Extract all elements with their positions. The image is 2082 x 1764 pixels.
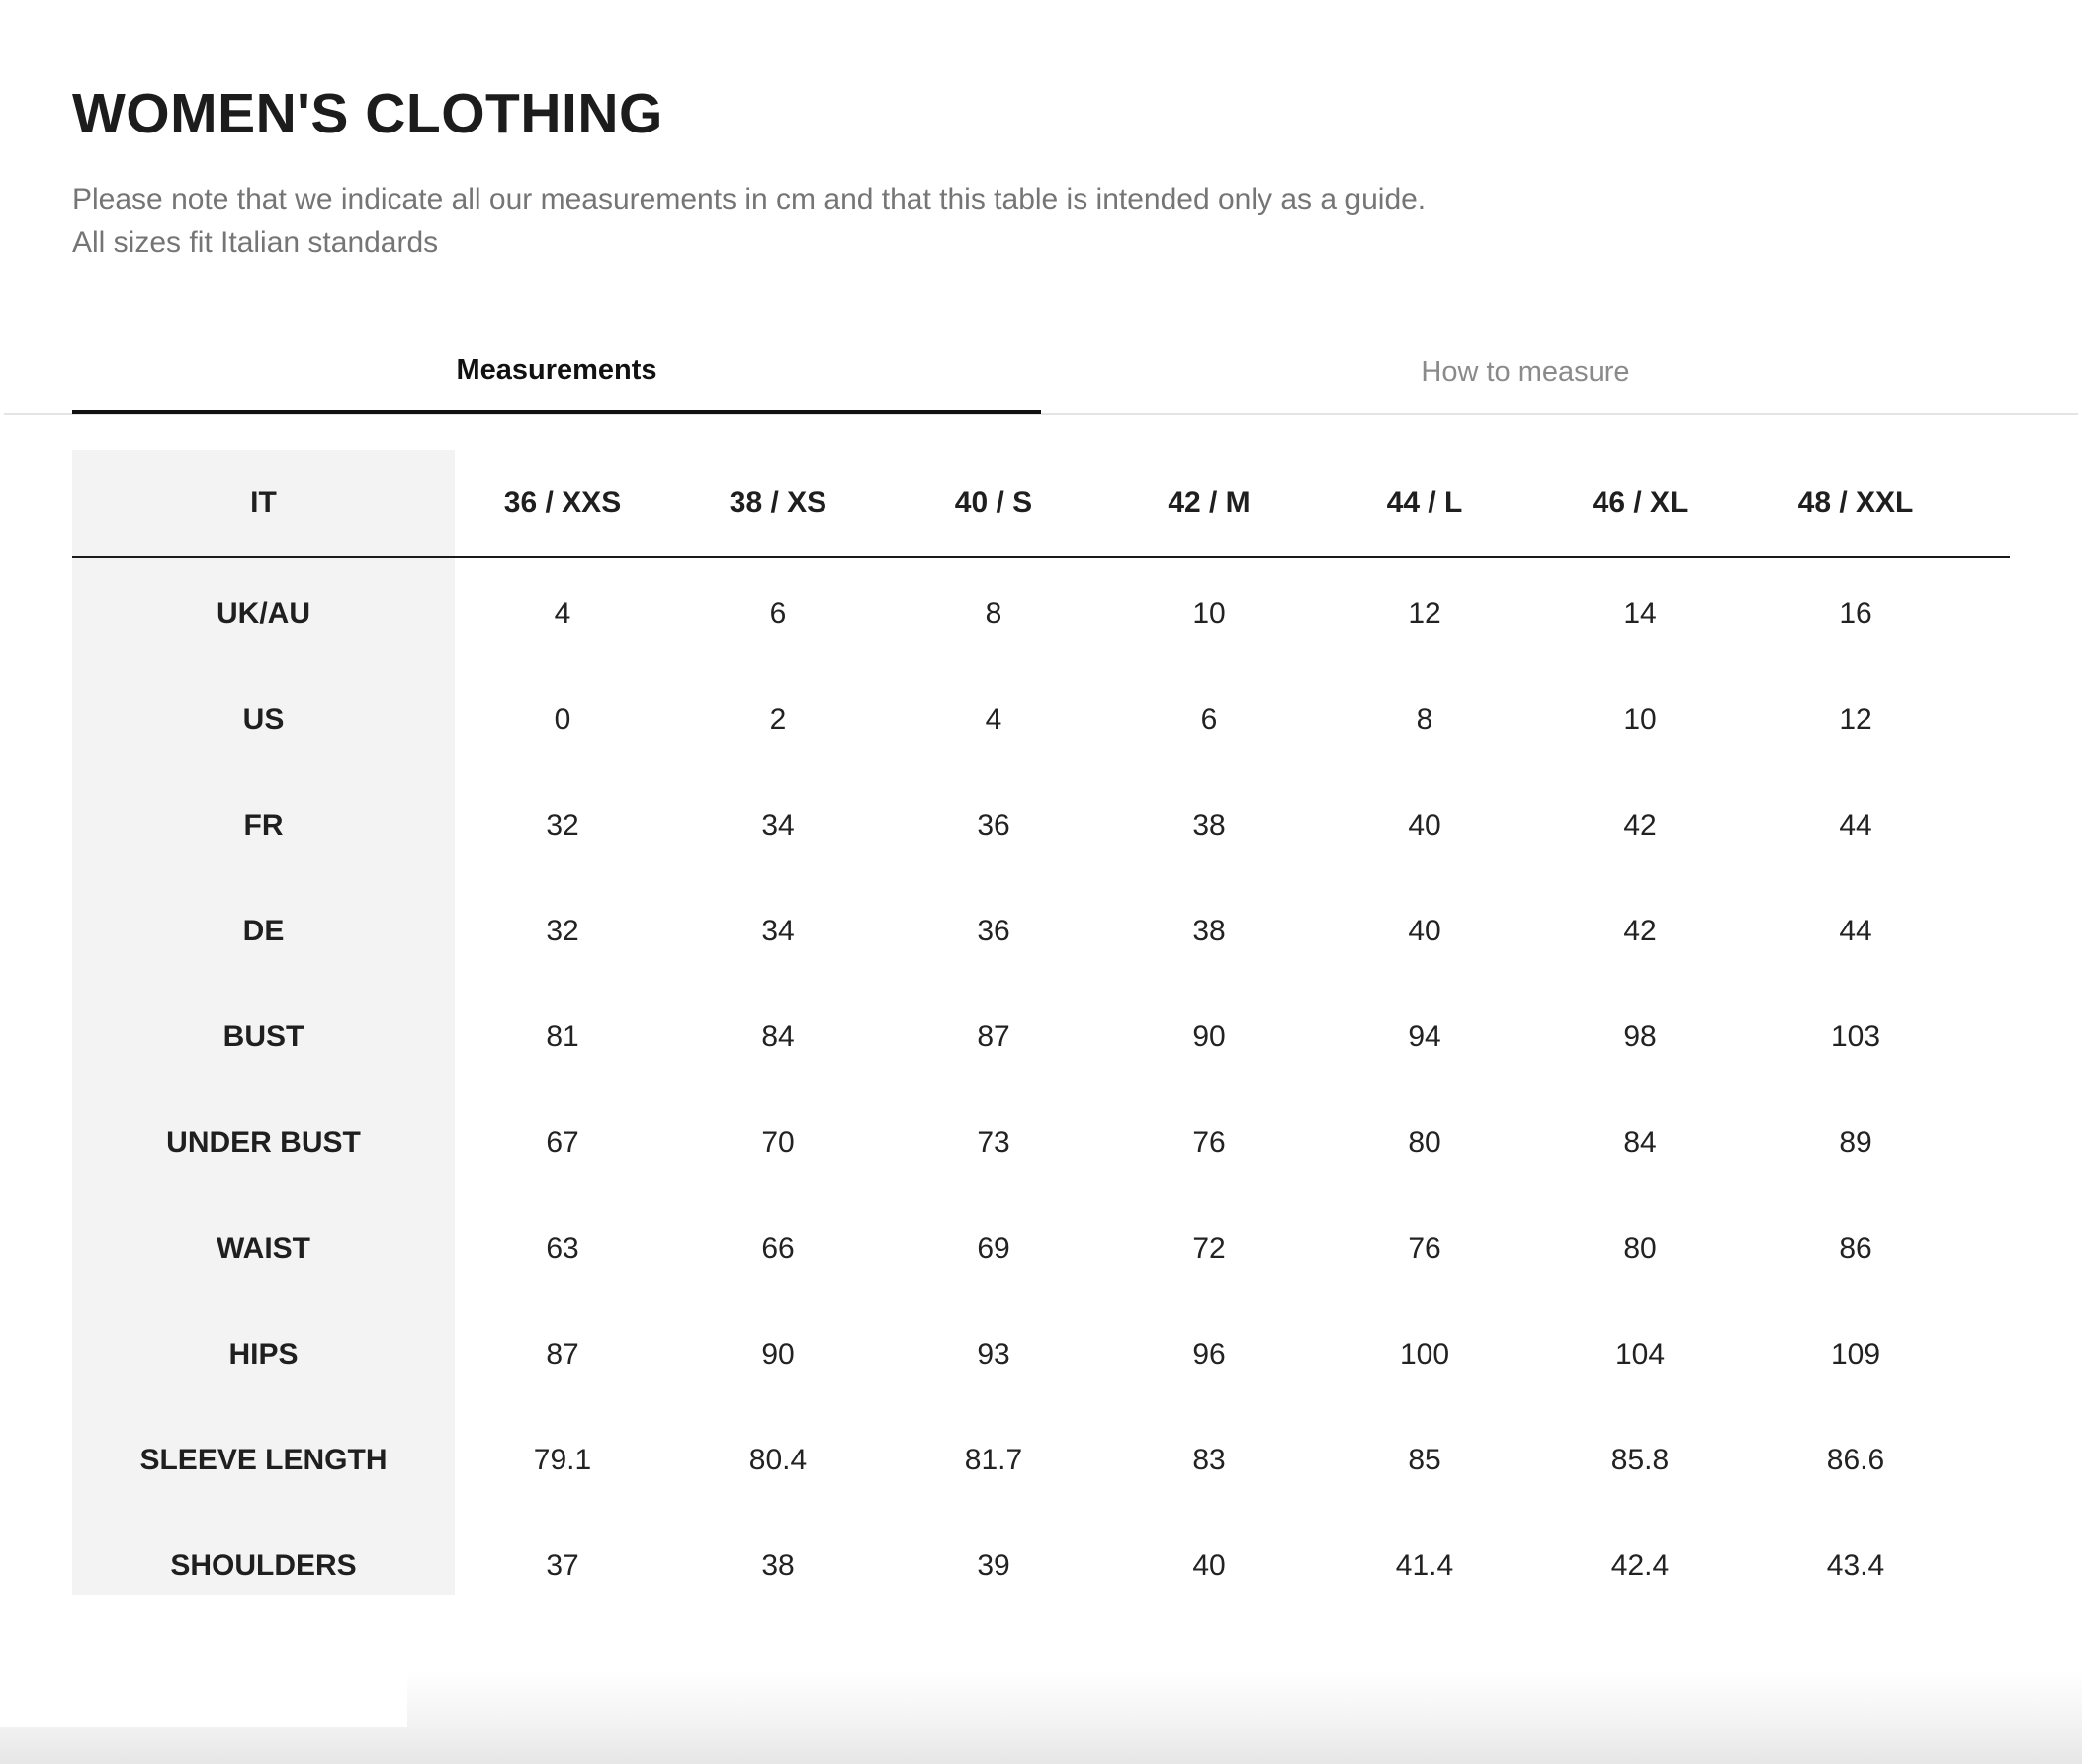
table-cell: 6 [1200,702,1218,736]
table-cell: 98 [1623,1019,1657,1053]
table-cell: 80.4 [748,1443,808,1476]
table-cell: 73 [977,1125,1010,1159]
row-label: DE [242,914,285,947]
table-cell: 85 [1408,1443,1441,1476]
row-values [455,1338,1963,1371]
table-cell: 76 [1192,1125,1226,1159]
table-cell: 0 [554,702,571,736]
row-values [455,597,1963,631]
table-cell: 12 [1839,702,1872,736]
table-cell: 80 [1408,1125,1441,1159]
row-values [455,809,1963,842]
note-line-2: All sizes fit Italian standards [72,226,439,259]
table-cell: 89 [1839,1125,1872,1159]
table-cell: 80 [1623,1231,1657,1265]
corner-label: IT [250,485,277,519]
table-row [72,1195,2010,1301]
table-cell: 104 [1614,1337,1666,1370]
table-row [72,666,2010,772]
table-cell: 41.4 [1395,1548,1454,1582]
table-cell: 38 [1192,914,1226,947]
table-cell: 40 [1408,914,1441,947]
table-row [72,1407,2010,1513]
table-cell: 14 [1623,596,1657,630]
table-row [72,878,2010,984]
row-values [455,1020,1963,1054]
column-header: 38 / XS [729,485,827,519]
row-values [455,703,1963,737]
table-cell: 6 [769,596,787,630]
size-columns [455,486,1963,520]
table-cell: 109 [1830,1337,1881,1370]
column-header: 44 / L [1386,485,1463,519]
table-cell: 76 [1408,1231,1441,1265]
table-cell: 90 [1192,1019,1226,1053]
table-cell: 38 [761,1548,795,1582]
table-cell: 34 [761,914,795,947]
page-title: WOMEN'S CLOTHING [72,82,663,145]
table-cell: 36 [977,808,1010,841]
table-cell: 44 [1839,914,1872,947]
table-cell: 85.8 [1610,1443,1670,1476]
table-cell: 87 [977,1019,1010,1053]
table-row [72,1301,2010,1407]
table-cell: 90 [761,1337,795,1370]
row-values [455,1444,1963,1477]
row-label: UNDER BUST [166,1125,361,1159]
row-label: FR [243,808,284,841]
table-cell: 4 [985,702,1002,736]
table-cell: 86.6 [1826,1443,1885,1476]
table-cell: 79.1 [533,1443,592,1476]
column-header: 40 / S [954,485,1033,519]
table-cell: 83 [1192,1443,1226,1476]
note-line-1: Please note that we indicate all our measurements in cm and that this table is intended only as a guide. [72,183,1427,216]
table-cell: 69 [977,1231,1010,1265]
table-cell: 32 [546,808,579,841]
table-cell: 32 [546,914,579,947]
table-row [72,1513,2010,1619]
table-cell: 8 [985,596,1002,630]
row-label: BUST [222,1019,304,1053]
table-cell: 42.4 [1610,1548,1670,1582]
table-cell: 8 [1416,702,1433,736]
table-header-row [72,450,2010,556]
table-cell: 38 [1192,808,1226,841]
table-cell: 10 [1192,596,1226,630]
size-guide-note [72,178,1426,265]
table-cell: 94 [1408,1019,1441,1053]
size-guide-tabs [0,336,2082,415]
table-cell: 72 [1192,1231,1226,1265]
table-cell: 37 [546,1548,579,1582]
table-cell: 84 [1623,1125,1657,1159]
row-label: US [242,702,285,736]
table-cell: 63 [546,1231,579,1265]
table-cell: 103 [1830,1019,1881,1053]
table-cell: 12 [1408,596,1441,630]
tab-how-to-measure[interactable]: How to measure [1421,356,1630,388]
bottom-patch [0,1671,407,1727]
row-label: WAIST [217,1231,310,1265]
table-cell: 70 [761,1125,795,1159]
table-cell: 40 [1408,808,1441,841]
table-cell: 96 [1192,1337,1226,1370]
table-cell: 36 [977,914,1010,947]
table-cell: 10 [1623,702,1657,736]
row-label: SLEEVE LENGTH [139,1443,388,1476]
table-cell: 34 [761,808,795,841]
table-cell: 43.4 [1826,1548,1885,1582]
table-row [72,984,2010,1090]
table-cell: 39 [977,1548,1010,1582]
table-cell: 40 [1192,1548,1226,1582]
table-cell: 4 [554,596,571,630]
table-cell: 42 [1623,914,1657,947]
active-tab-indicator [72,410,1041,414]
table-cell: 81 [546,1019,579,1053]
table-cell: 66 [761,1231,795,1265]
table-cell: 86 [1839,1231,1872,1265]
table-cell: 87 [546,1337,579,1370]
column-header: 46 / XL [1592,485,1689,519]
row-label: UK/AU [217,596,310,630]
row-values [455,1126,1963,1160]
table-cell: 44 [1839,808,1872,841]
column-header: 42 / M [1168,485,1251,519]
table-cell: 42 [1623,808,1657,841]
table-cell: 81.7 [964,1443,1023,1476]
table-cell: 93 [977,1337,1010,1370]
table-cell: 67 [546,1125,579,1159]
row-label: SHOULDERS [170,1548,357,1582]
row-values [455,1549,1963,1583]
row-values [455,1232,1963,1266]
row-values [455,915,1963,948]
column-header: 48 / XXL [1797,485,1914,519]
table-cell: 2 [769,702,787,736]
table-row [72,1090,2010,1195]
table-cell: 16 [1839,596,1872,630]
table-cell: 100 [1399,1337,1450,1370]
table-row [72,561,2010,666]
row-label: HIPS [228,1337,299,1370]
table-cell: 84 [761,1019,795,1053]
header-divider [72,556,2010,558]
tab-measurements[interactable]: Measurements [456,354,657,386]
column-header: 36 / XXS [503,485,622,519]
table-row [72,772,2010,878]
